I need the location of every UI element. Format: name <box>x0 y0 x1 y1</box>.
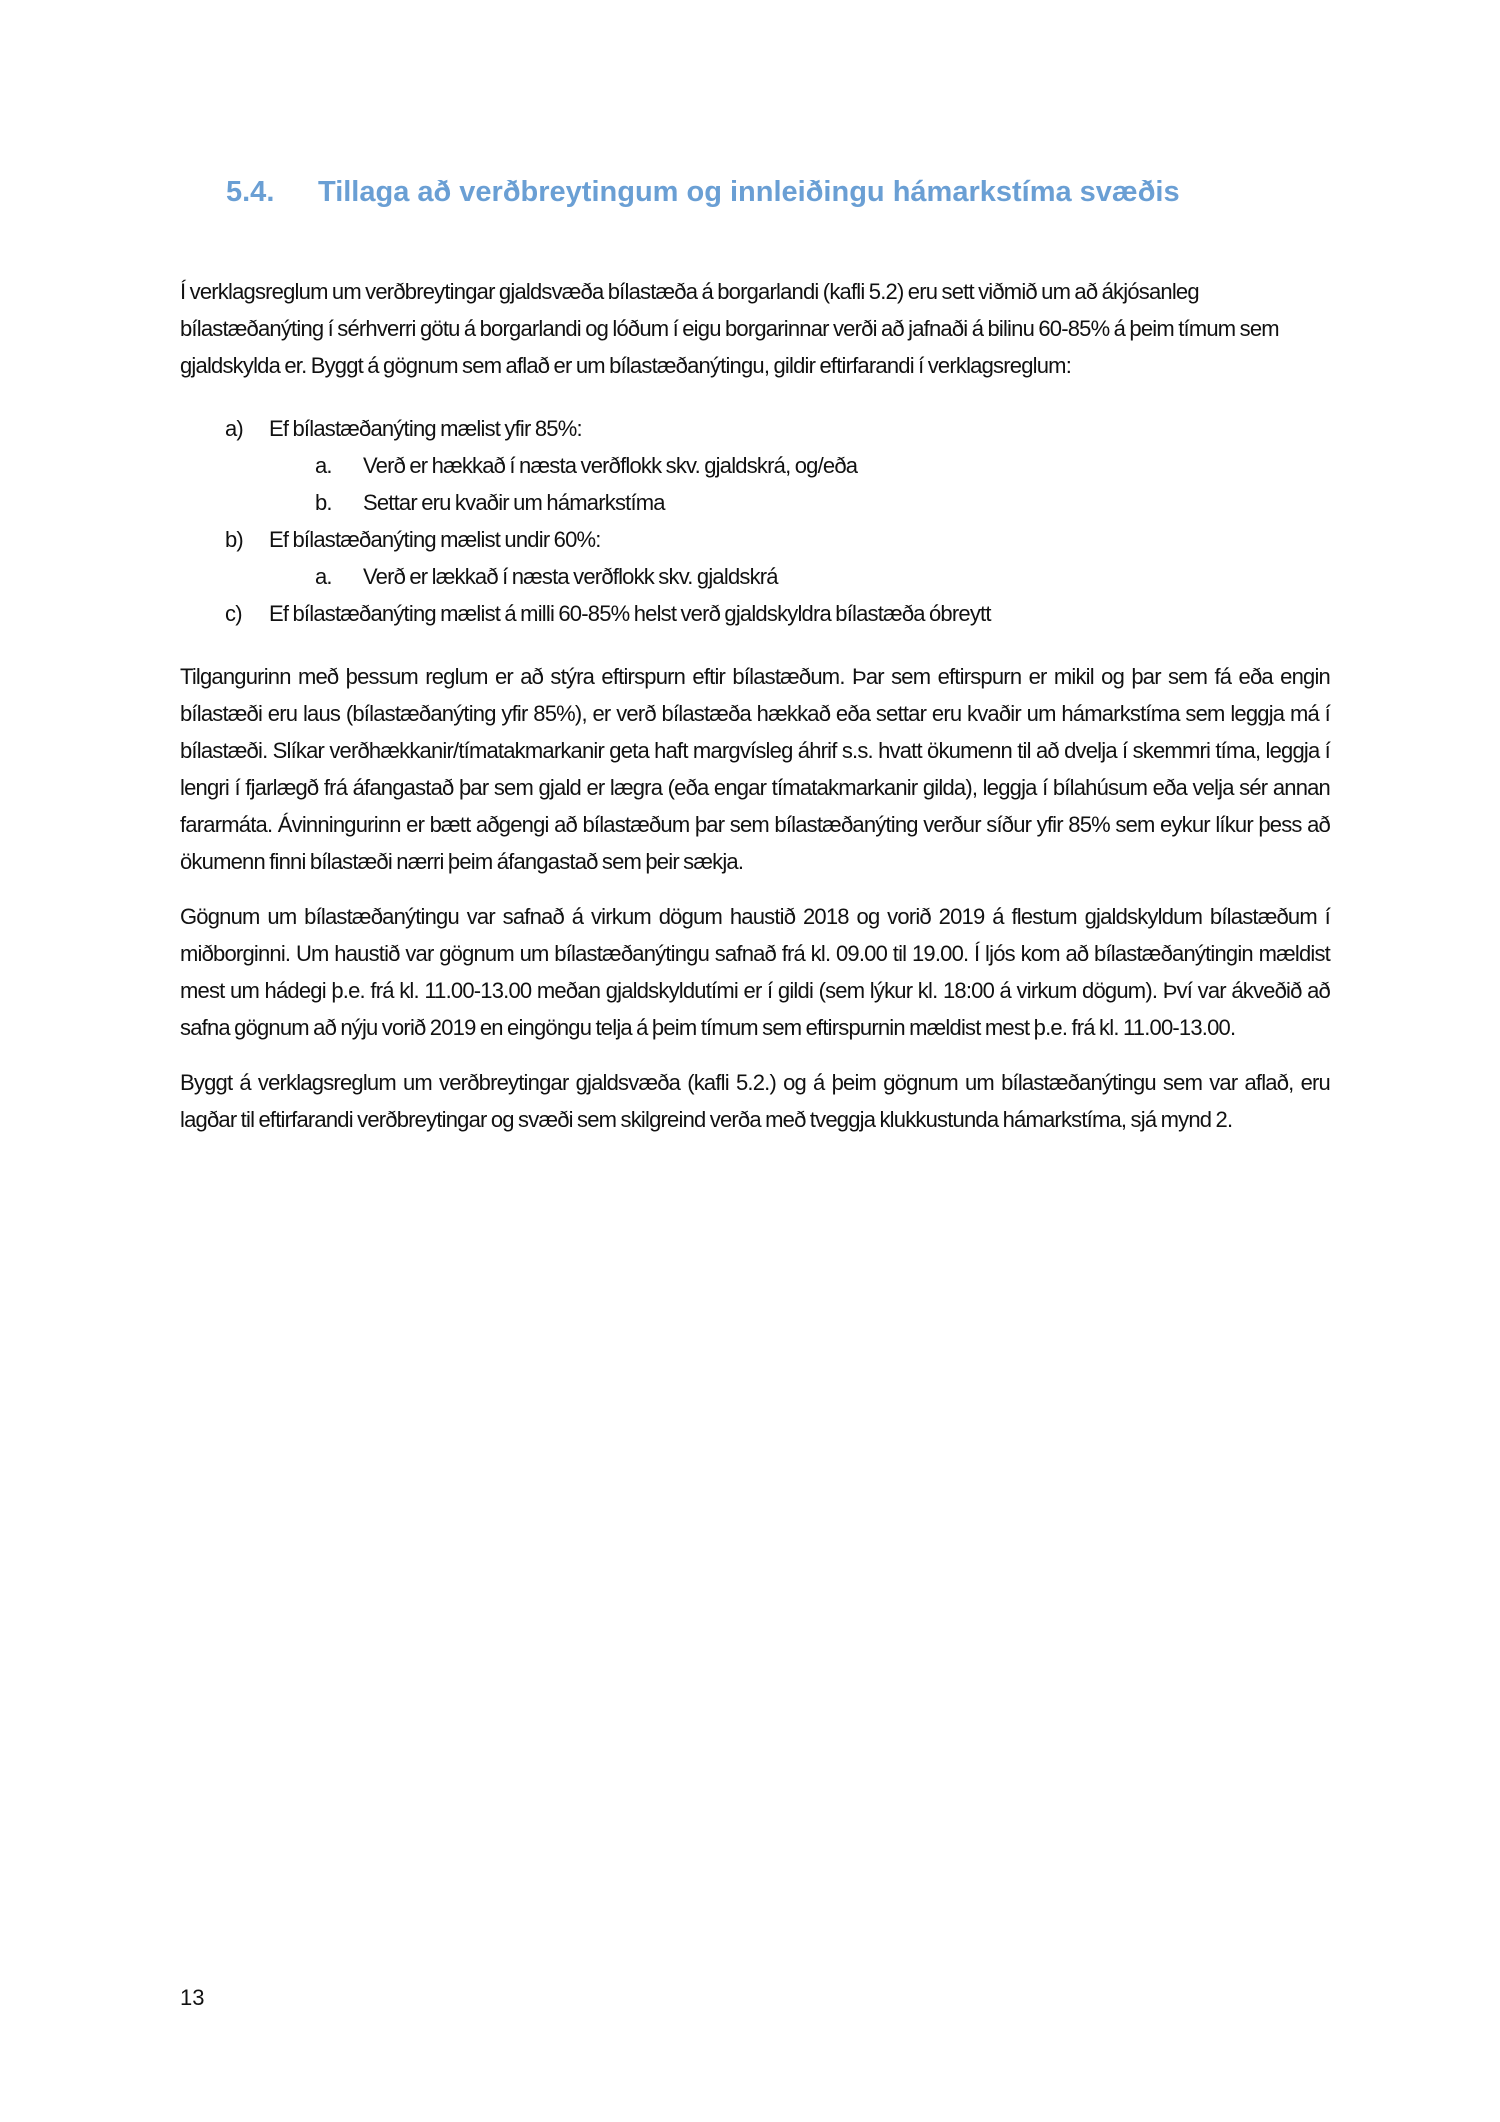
rule-subitem <box>180 484 1330 521</box>
rule-marker: a) <box>225 416 243 441</box>
rules-list <box>180 410 1330 632</box>
rule-item <box>180 521 1330 595</box>
rule-text: Ef bílastæðanýting mælist yfir 85%: <box>269 416 582 441</box>
subitem-marker: a. <box>315 564 332 589</box>
subitem-text: Settar eru kvaðir um hámarkstíma <box>363 490 665 515</box>
rule-sublist <box>180 447 1330 521</box>
rule-subitem <box>180 447 1330 484</box>
rule-subitem <box>180 558 1330 595</box>
rule-marker: b) <box>225 527 243 552</box>
rule-marker: c) <box>225 601 242 626</box>
rule-item <box>180 410 1330 521</box>
page-number: 13 <box>180 1985 205 2010</box>
section-number: 5.4. <box>226 176 275 208</box>
body-paragraph-proposal: Byggt á verklagsreglum um verðbreytingar gjaldsvæða (kafli 5.2.) og á þeim gögnum um bílastæðanýtingu sem var aflað, eru lagðar til eftirfarandi verðbreytingar og svæði sem skilgreind verða með tveggja klukkustunda hámarkstíma, sjá mynd 2. <box>180 1070 1330 1132</box>
section-title: Tillaga að verðbreytingum og innleiðingu hámarkstíma svæðis <box>318 176 1180 208</box>
subitem-text: Verð er hækkað í næsta verðflokk skv. gjaldskrá, og/eða <box>363 453 858 478</box>
subitem-marker: b. <box>315 490 332 515</box>
body-paragraph-data-collection: Gögnum um bílastæðanýtingu var safnað á virkum dögum haustið 2018 og vorið 2019 á flestum gjaldskyldum bílastæðum í miðborginni. Um haustið var gögnum um bílastæðanýtingu safnað frá kl. 09.00 til 19.00. Í ljós kom að bílastæðanýtingin mældist mest um hádegi þ.e. frá kl. 11.00-13.00 meðan gjaldskyldutími er í gildi (sem lýkur kl. 18:00 á virkum dögum). Því var ákveðið að safna gögnum að nýju vorið 2019 en eingöngu telja á þeim tímum sem eftirspurnin mældist mest þ.e. frá kl. 11.00-13.00. <box>180 904 1330 1040</box>
intro-paragraph: Í verklagsreglum um verðbreytingar gjaldsvæða bílastæða á borgarlandi (kafli 5.2) eru sett viðmið um að ákjósanleg bílastæðanýting í sérhverri götu á borgarlandi og lóðum í eigu borgarinnar verði að jafnaði á bilinu 60-85% á þeim tímum sem gjaldskylda er. Byggt á gögnum sem aflað er um bílastæðanýtingu, gildir eftirfarandi í verklagsreglum: <box>180 279 1279 378</box>
rule-text: Ef bílastæðanýting mælist á milli 60-85% helst verð gjaldskyldra bílastæða óbreytt <box>269 601 991 626</box>
subitem-text: Verð er lækkað í næsta verðflokk skv. gjaldskrá <box>363 564 778 589</box>
rule-sublist <box>180 558 1330 595</box>
section-heading <box>226 176 1346 209</box>
document-body <box>180 273 1330 1156</box>
rule-item <box>180 595 1330 632</box>
rule-text: Ef bílastæðanýting mælist undir 60%: <box>269 527 601 552</box>
subitem-marker: a. <box>315 453 332 478</box>
body-paragraph-purpose: Tilgangurinn með þessum reglum er að stýra eftirspurn eftir bílastæðum. Þar sem eftirspurn er mikil og þar sem fá eða engin bílastæði eru laus (bílastæðanýting yfir 85%), er verð bílastæða hækkað eða settar eru kvaðir um hámarkstíma sem leggja má í bílastæði. Slíkar verðhækkanir/tímatakmarkanir geta haft margvísleg áhrif s.s. hvatt ökumenn til að dvelja í skemmri tíma, leggja í lengri í fjarlægð frá áfangastað þar sem gjald er lægra (eða engar tímatakmarkanir gilda), leggja í bílahúsum eða velja sér annan fararmáta. Ávinningurinn er bætt aðgengi að bílastæðum þar sem bílastæðanýting verður síður yfir 85% sem eykur líkur þess að ökumenn finni bílastæði nærri þeim áfangastað sem þeir sækja. <box>180 664 1330 874</box>
